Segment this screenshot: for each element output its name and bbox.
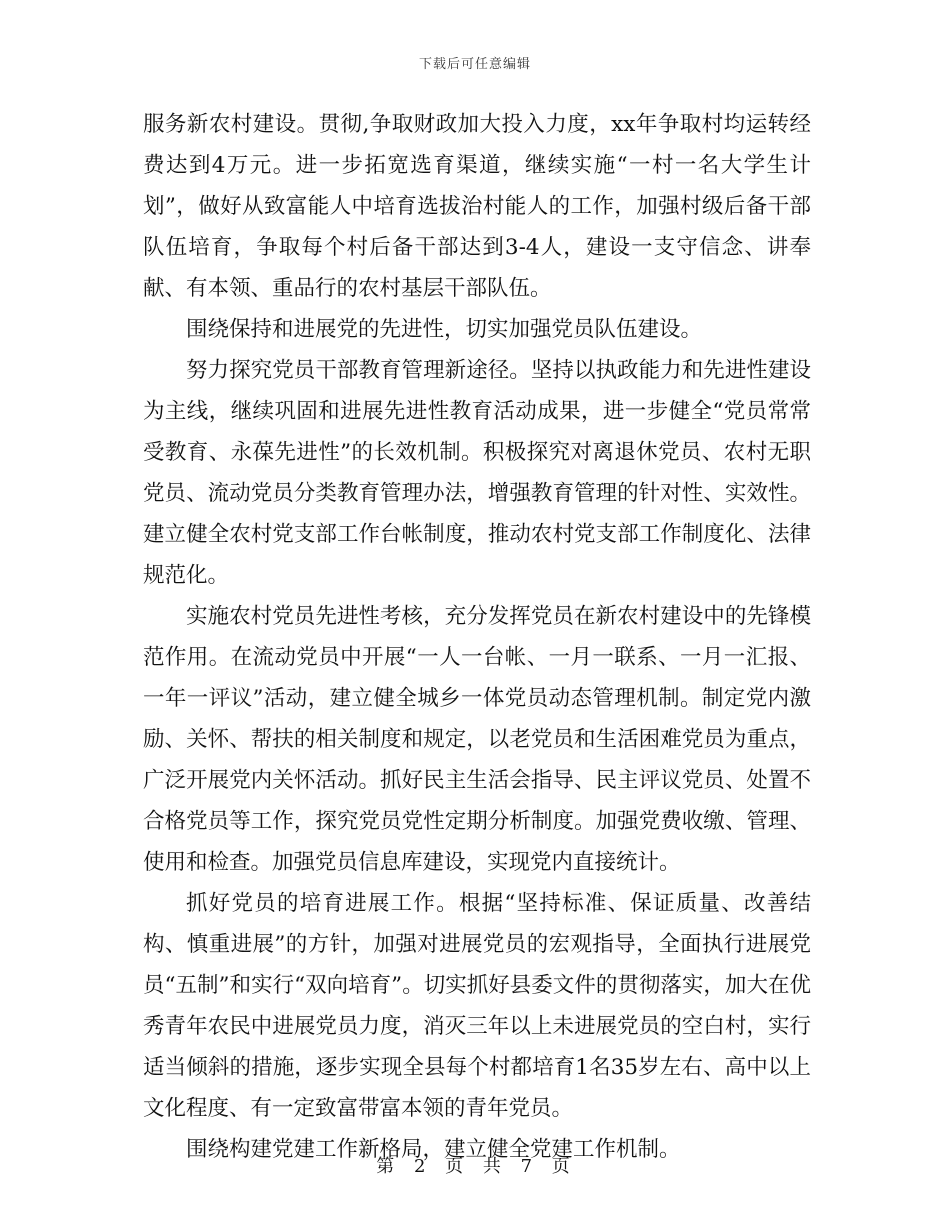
document-body (143, 104, 811, 1170)
paragraph-3: 努力探究党员干部教育管理新途径。坚持以执政能力和先进性建设为主线，继续巩固和进展先进性教育活动成果，进一步健全“党员常常受教育、永葆先进性”的长效机制。积极探究对离退休党员、农村无职党员、流动党员分类教育管理办法，增强教育管理的针对性、实效性。建立健全农村党支部工作台帐制度，推动农村党支部工作制度化、法律规范化。 (143, 358, 811, 588)
page-footer: 第 2 页 共 7 页 (376, 1156, 574, 1177)
paragraph-4: 实施农村党员先进性考核，充分发挥党员在新农村建设中的先锋模范作用。在流动党员中开展“一人一台帐、一月一联系、一月一汇报、一年一评议”活动，建立健全城乡一体党员动态管理机制。制定党内激励、关怀、帮扶的相关制度和规定，以老党员和生活困难党员为重点，广泛开展党内关怀活动。抓好民主生活会指导、民主评议党员、处置不合格党员等工作，探究党员党性定期分析制度。加强党费收缴、管理、使用和检查。加强党员信息库建设，实现党内直接统计。 (143, 604, 811, 875)
page-header: 下载后可任意编辑 (418, 57, 531, 72)
paragraph-1: 服务新农村建设。贯彻,争取财政加大投入力度，xx年争取村均运转经费达到4万元。进一步拓宽选育渠道，继续实施“一村一名大学生计划”，做好从致富能人中培育选拔治村能人的工作，加强村级后备干部队伍培育，争取每个村后备干部达到3-4人，建设一支守信念、讲奉献、有本领、重品行的农村基层干部队伍。 (143, 112, 811, 301)
paragraph-6: 围绕构建党建工作新格局，建立健全党建工作机制。 (186, 1137, 681, 1162)
paragraph-2: 围绕保持和进展党的先进性，切实加强党员队伍建设。 (186, 317, 703, 342)
paragraph-5: 抓好党员的培育进展工作。根据“坚持标准、保证质量、改善结构、慎重进展”的方针，加强对进展党员的宏观指导，全面执行进展党员“五制”和实行“双向培育”。切实抓好县委文件的贯彻落实，加大在优秀青年农民中进展党员力度，消灭三年以上未进展党员的空白村，实行适当倾斜的措施，逐步实现全县每个村都培育1名35岁左右、高中以上文化程度、有一定致富带富本领的青年党员。 (143, 891, 811, 1121)
